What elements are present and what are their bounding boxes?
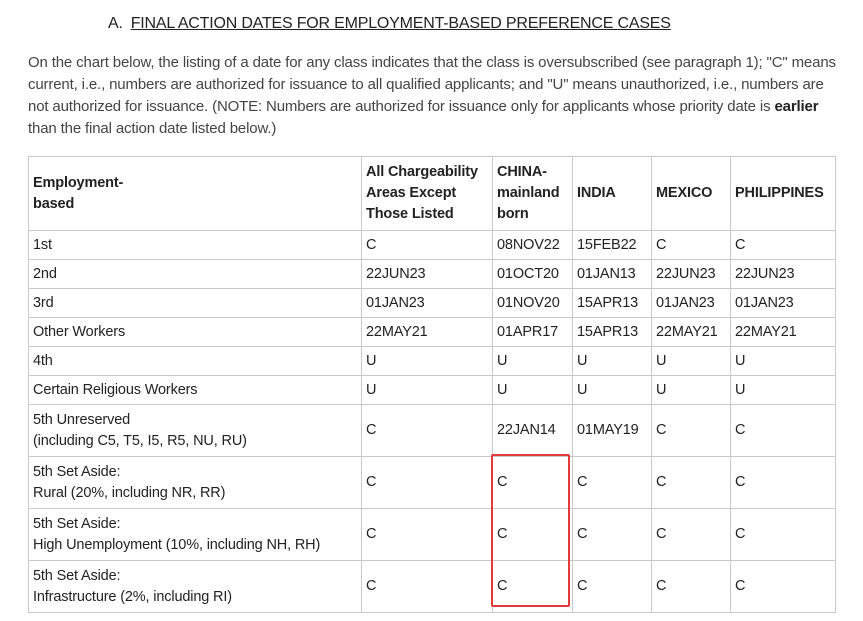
row-label-line: High Unemployment (10%, including NH, RH): [33, 536, 321, 553]
date-cell: C: [731, 231, 836, 260]
date-cell: C: [652, 457, 731, 509]
row-label: [29, 457, 362, 509]
column-header-line: PHILIPPINES: [735, 185, 824, 201]
date-cell: 22JAN14: [493, 405, 573, 457]
intro-text-part2: than the final action date listed below.): [28, 120, 277, 137]
date-cell: 01JAN23: [731, 289, 836, 318]
date-cell: C: [731, 405, 836, 457]
date-cell: C: [493, 509, 573, 561]
row-label-line: Infrastructure (2%, including RI): [33, 588, 232, 605]
row-label-line: (including C5, T5, I5, R5, NU, RU): [33, 432, 247, 449]
date-cell: U: [731, 376, 836, 405]
column-header-line: CHINA-: [497, 164, 547, 180]
table-row: [29, 318, 836, 347]
date-cell: C: [362, 231, 493, 260]
section-title: FINAL ACTION DATES FOR EMPLOYMENT-BASED PREFERENCE CASES: [130, 15, 671, 32]
row-label: [29, 561, 362, 613]
intro-text-part1: On the chart below, the listing of a date for any class indicates that the class is oversubscribed (see paragraph 1); "C" means current, i.e., numbers are authorized for issuance to all qualified applicants; and "U" means unauthorized, i.e., numbers are not authorized for issuance. (NOTE: Numbers are authorized for issuance only for applicants whose priority date is: [28, 54, 836, 115]
table-row: [29, 289, 836, 318]
row-label-line: 4th: [33, 352, 53, 369]
final-action-dates-table: [28, 156, 836, 613]
row-label-line: 5th Set Aside:: [33, 515, 121, 532]
column-header-line: INDIA: [577, 185, 616, 201]
date-cell: U: [731, 347, 836, 376]
date-cell: 01JAN23: [362, 289, 493, 318]
column-header-line: Employment-: [33, 174, 124, 191]
table-row: [29, 405, 836, 457]
table-row: [29, 457, 836, 509]
row-label-line: 2nd: [33, 265, 57, 282]
row-label: [29, 405, 362, 457]
column-header-line: Those Listed: [366, 206, 454, 222]
date-cell: C: [652, 405, 731, 457]
table-row: [29, 376, 836, 405]
date-cell: 22JUN23: [362, 260, 493, 289]
table-row: [29, 509, 836, 561]
date-cell: 22JUN23: [731, 260, 836, 289]
column-header-line: MEXICO: [656, 185, 713, 201]
date-cell: 15APR13: [573, 318, 652, 347]
date-cell: U: [362, 376, 493, 405]
row-label-line: Certain Religious Workers: [33, 381, 198, 398]
row-label-line: 5th Set Aside:: [33, 463, 121, 480]
row-label: [29, 260, 362, 289]
column-header-line: mainland: [497, 185, 560, 201]
row-label: [29, 231, 362, 260]
date-cell: C: [652, 561, 731, 613]
date-cell: C: [573, 457, 652, 509]
row-label-line: 5th Unreserved: [33, 411, 131, 428]
table-body: [29, 231, 836, 613]
date-cell: U: [573, 376, 652, 405]
date-cell: 15APR13: [573, 289, 652, 318]
column-header: [652, 157, 731, 231]
section-letter: A.: [108, 15, 123, 32]
date-cell: C: [493, 457, 573, 509]
date-cell: 01JAN13: [573, 260, 652, 289]
date-cell: U: [493, 347, 573, 376]
table-row: [29, 561, 836, 613]
date-cell: C: [652, 231, 731, 260]
date-cell: U: [652, 376, 731, 405]
date-cell: C: [573, 509, 652, 561]
date-cell: C: [652, 509, 731, 561]
date-cell: U: [652, 347, 731, 376]
table-row: [29, 231, 836, 260]
date-cell: C: [362, 509, 493, 561]
date-cell: 08NOV22: [493, 231, 573, 260]
date-cell: 01APR17: [493, 318, 573, 347]
table-header-row: [29, 157, 836, 231]
column-header: [29, 157, 362, 231]
row-label-line: Other Workers: [33, 323, 126, 340]
date-cell: 22MAY21: [362, 318, 493, 347]
row-label: [29, 376, 362, 405]
date-cell: C: [362, 405, 493, 457]
column-header: [731, 157, 836, 231]
date-cell: 01OCT20: [493, 260, 573, 289]
column-header-line: Areas Except: [366, 185, 457, 201]
intro-paragraph: [28, 52, 838, 140]
column-header: [493, 157, 573, 231]
date-cell: 22JUN23: [652, 260, 731, 289]
date-cell: C: [362, 561, 493, 613]
section-heading: [108, 15, 671, 33]
row-label: [29, 347, 362, 376]
date-cell: 01NOV20: [493, 289, 573, 318]
date-cell: U: [493, 376, 573, 405]
date-cell: C: [731, 457, 836, 509]
date-cell: C: [573, 561, 652, 613]
row-label: [29, 318, 362, 347]
date-cell: C: [731, 561, 836, 613]
date-cell: U: [362, 347, 493, 376]
date-cell: 01JAN23: [652, 289, 731, 318]
column-header-line: born: [497, 206, 529, 222]
intro-emphasis: earlier: [774, 98, 819, 115]
table-row: [29, 347, 836, 376]
row-label-line: Rural (20%, including NR, RR): [33, 484, 226, 501]
table-row: [29, 260, 836, 289]
row-label-line: 1st: [33, 236, 52, 253]
date-cell: 22MAY21: [652, 318, 731, 347]
date-cell: 22MAY21: [731, 318, 836, 347]
row-label: [29, 509, 362, 561]
date-cell: C: [493, 561, 573, 613]
column-header: [573, 157, 652, 231]
column-header-line: based: [33, 195, 75, 212]
row-label-line: 3rd: [33, 294, 54, 311]
date-cell: C: [362, 457, 493, 509]
column-header-line: All Chargeability: [366, 164, 478, 180]
date-cell: U: [573, 347, 652, 376]
column-header: [362, 157, 493, 231]
date-cell: C: [731, 509, 836, 561]
row-label: [29, 289, 362, 318]
date-cell: 15FEB22: [573, 231, 652, 260]
date-cell: 01MAY19: [573, 405, 652, 457]
row-label-line: 5th Set Aside:: [33, 567, 121, 584]
